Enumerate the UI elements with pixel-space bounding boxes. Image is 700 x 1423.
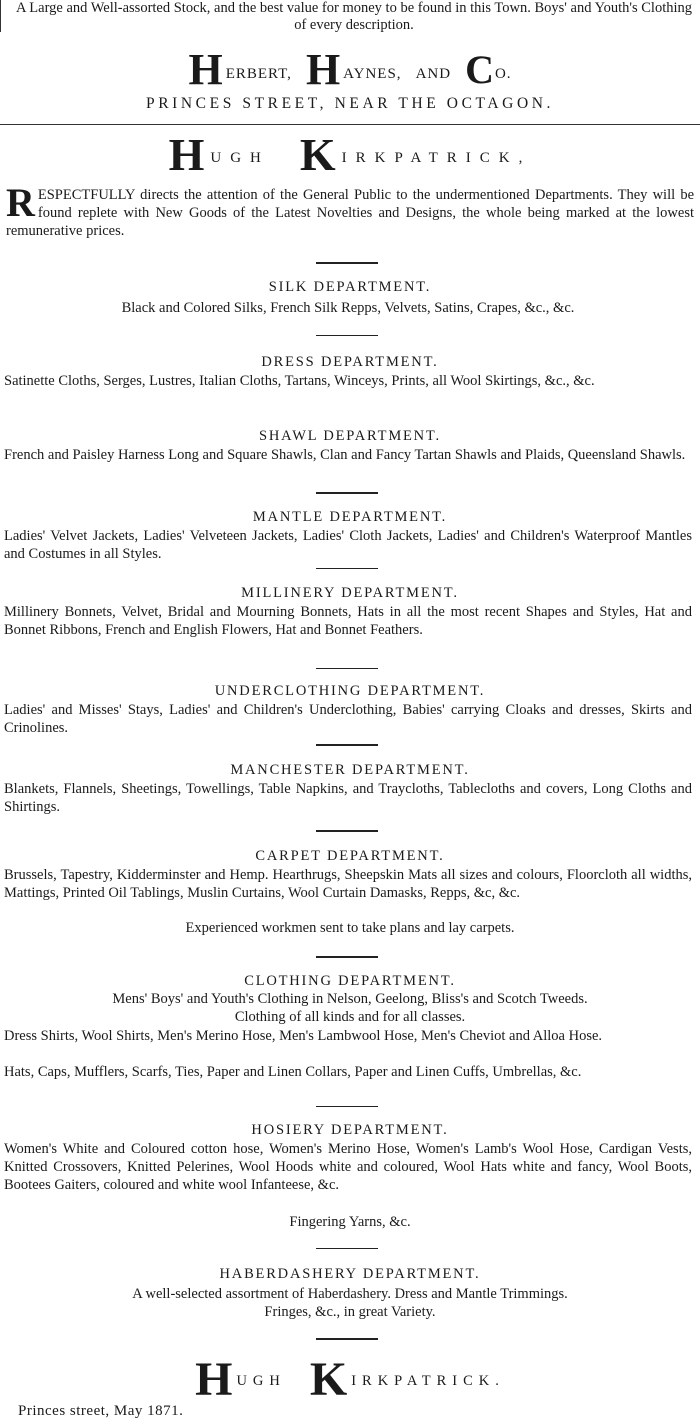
signature-word-1: UGH — [236, 1373, 286, 1389]
manchester-department-title: MANCHESTER DEPARTMENT. — [230, 762, 470, 778]
silk-department-title: SILK DEPARTMENT. — [268, 279, 432, 295]
advertiser-title — [0, 128, 700, 181]
firm-word-and: AND — [415, 66, 452, 82]
title-initial-k: K — [299, 129, 336, 180]
haberdashery-department-line-1: A well-selected assortment of Haberdashery. Dress and Mantle Trimmings. — [132, 1286, 568, 1302]
mantle-department-body: Ladies' Velvet Jackets, Ladies' Velveteen Jackets, Ladies' Cloth Jackets, Ladies' and Children's Waterproof Mantles and Costumes in all Styles. — [4, 528, 692, 562]
title-word-1: UGH — [210, 150, 270, 166]
hosiery-department-body: Women's White and Coloured cotton hose, Women's Merino Hose, Women's Lamb's Wool Hose, Cardigan Vests, Knitted Crossovers, Knitted Pelerines, Wool Hoods white and coloured, Wool Hats white and fancy, Wool Boots, Bootees Gaiters, coloured and white wool Infanteese, &c. — [4, 1141, 692, 1193]
carpet-department-note: Experienced workmen sent to take plans and lay carpets. — [185, 920, 515, 936]
section-divider — [0, 124, 700, 125]
underclothing-department-body: Ladies' and Misses' Stays, Ladies' and Children's Underclothing, Babies' carrying Cloaks and dresses, Skirts and Crinolines. — [4, 702, 692, 736]
section-rule — [316, 1248, 378, 1249]
firm-word-1: ERBERT, — [225, 66, 292, 82]
clothing-department-body-2: Hats, Caps, Mufflers, Scarfs, Ties, Paper and Linen Collars, Paper and Linen Cuffs, Umbrellas, &c. — [4, 1064, 582, 1080]
shawl-department-title: SHAWL DEPARTMENT. — [259, 428, 441, 444]
silk-department-body: Black and Colored Silks, French Silk Repps, Velvets, Satins, Crapes, &c., &c. — [121, 300, 575, 316]
clothing-department-body-1: Dress Shirts, Wool Shirts, Men's Merino Hose, Men's Lambwool Hose, Men's Cheviot and Alloa Hose. — [4, 1028, 603, 1044]
mantle-department-title: MANTLE DEPARTMENT. — [252, 509, 448, 525]
title-word-2: IRKPATRICK, — [341, 150, 532, 166]
clothing-department-line-1: Mens' Boys' and Youth's Clothing in Nelson, Geelong, Bliss's and Scotch Tweeds. — [112, 991, 588, 1007]
millinery-department-title: MILLINERY DEPARTMENT. — [241, 585, 459, 601]
section-rule — [316, 335, 378, 336]
firm-initial-h1: H — [188, 45, 224, 94]
clothing-department-title: CLOTHING DEPARTMENT. — [244, 973, 456, 989]
firm-initial-h2: H — [305, 45, 342, 94]
hosiery-department-note: Fingering Yarns, &c. — [289, 1214, 411, 1230]
intro-text: A Large and Well-assorted Stock, and the best value for money to be found in this Town. Boys' and Youth's Clothing of every description. — [15, 0, 693, 33]
dress-department-title: DRESS DEPARTMENT. — [261, 354, 439, 370]
section-rule — [316, 744, 378, 746]
signature-initial-h: H — [195, 1353, 233, 1406]
section-rule — [316, 492, 378, 494]
underclothing-department-title: UNDERCLOTHING DEPARTMENT. — [214, 683, 486, 699]
drop-cap: R — [6, 180, 35, 225]
haberdashery-department-title: HABERDASHERY DEPARTMENT. — [219, 1266, 481, 1282]
section-rule — [316, 1338, 378, 1340]
firm-initial-c: C — [465, 47, 495, 92]
section-rule — [316, 668, 378, 669]
section-rule — [316, 830, 378, 832]
hosiery-department-title: HOSIERY DEPARTMENT. — [251, 1122, 449, 1138]
title-initial-h: H — [168, 129, 205, 180]
carpet-department-title: CARPET DEPARTMENT. — [255, 848, 445, 864]
millinery-department-body: Millinery Bonnets, Velvet, Bridal and Mourning Bonnets, Hats in all the most recent Shapes and Styles, Hat and Bonnet Ribbons, French and English Flowers, Hat and Bonnet Feathers. — [4, 604, 692, 638]
firm-word-3: O. — [494, 66, 512, 82]
signature — [0, 1352, 700, 1407]
firm-address: PRINCES STREET, NEAR THE OCTAGON. — [145, 95, 555, 112]
manchester-department-body: Blankets, Flannels, Sheetings, Towellings, Table Napkins, and Traycloths, Tablecloths and covers, Long Cloths and Shirtings. — [4, 781, 692, 815]
dateline: Princes street, May 1871. — [18, 1403, 184, 1419]
section-rule — [316, 956, 378, 958]
signature-word-2: IRKPATRICK. — [351, 1373, 505, 1389]
section-rule — [316, 1106, 378, 1107]
left-column-rule — [0, 0, 1, 32]
haberdashery-department-line-2: Fringes, &c., in great Variety. — [264, 1304, 436, 1320]
firm-word-2: AYNES, — [343, 66, 402, 82]
section-rule — [316, 568, 378, 569]
carpet-department-body: Brussels, Tapestry, Kidderminster and Hemp. Hearthrugs, Sheepskin Mats all sizes and colours, Floorcloth all widths, Mattings, Printed Oil Tablings, Muslin Curtains, Wool Curtain Damasks, Repps, &c, &c. — [4, 867, 692, 901]
section-rule — [316, 262, 378, 264]
firm-name — [0, 45, 700, 94]
shawl-department-body: French and Paisley Harness Long and Square Shawls, Clan and Fancy Tartan Shawls and Plaids, Queensland Shawls. — [4, 447, 686, 463]
opening-paragraph — [6, 180, 694, 240]
signature-initial-k: K — [309, 1353, 348, 1406]
dress-department-body: Satinette Cloths, Serges, Lustres, Italian Cloths, Tartans, Winceys, Prints, all Wool Skirtings, &c., &c. — [4, 373, 595, 389]
clothing-department-line-2: Clothing of all kinds and for all classes. — [234, 1009, 466, 1025]
opening-text: ESPECTFULLY directs the attention of the General Public to the undermentioned Departments. They will be found replete with New Goods of the Latest Novelties and Designs, the whole being marked at the lowest remunerative prices. — [6, 187, 694, 239]
